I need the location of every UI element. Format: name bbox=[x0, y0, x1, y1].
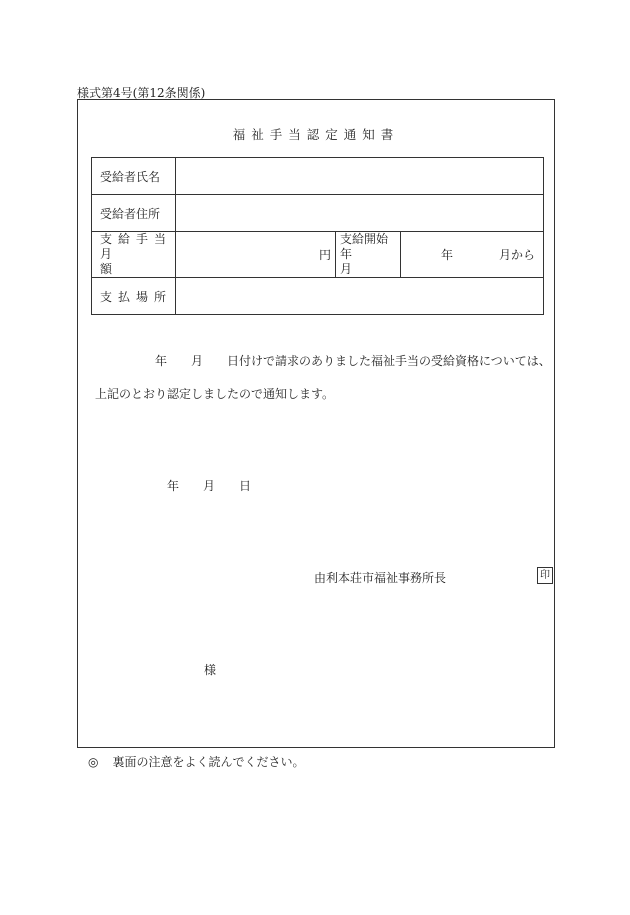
start-month-from: 月から bbox=[498, 248, 535, 262]
start-date-field[interactable] bbox=[401, 232, 544, 278]
allowance-label-line-1: 支給手当 bbox=[100, 232, 173, 246]
yen-unit: 円 bbox=[318, 248, 331, 262]
date-day: 日 bbox=[239, 479, 252, 493]
recipient-address-field[interactable] bbox=[176, 195, 544, 232]
date-month: 月 bbox=[203, 479, 216, 493]
document-title: 福祉手当認定通知書 bbox=[232, 127, 400, 142]
table-row bbox=[92, 278, 544, 315]
honorific: 様 bbox=[204, 663, 217, 677]
body-sentence-2: 上記のとおり認定しましたので通知します。 bbox=[95, 387, 335, 401]
start-year-unit: 年 bbox=[440, 248, 453, 262]
body-month: 月 bbox=[191, 354, 204, 368]
table-row bbox=[92, 232, 544, 278]
notice-frame bbox=[77, 99, 555, 748]
start-label-line-2: 年 月 bbox=[340, 247, 365, 276]
recipient-name-field[interactable] bbox=[176, 158, 544, 195]
table-row bbox=[92, 158, 544, 195]
info-table bbox=[91, 157, 544, 315]
payment-place-label-text: 支払場所 bbox=[100, 289, 173, 304]
office-name: 由利本荘市福祉事務所長 bbox=[314, 571, 447, 585]
notice-date bbox=[167, 477, 251, 494]
seal-stamp: 印 bbox=[537, 567, 553, 584]
body-year: 年 bbox=[155, 354, 168, 368]
recipient-name-label-text: 受給者氏名 bbox=[100, 169, 161, 184]
note bbox=[88, 753, 305, 770]
payment-place-label bbox=[92, 278, 176, 315]
date-year: 年 bbox=[167, 479, 180, 493]
note-mark: ◎ bbox=[88, 755, 99, 769]
start-label bbox=[336, 232, 401, 278]
allowance-amount-field[interactable] bbox=[176, 232, 336, 278]
body-sentence-1: 日付けで請求のありました福祉手当の受給資格については、 bbox=[227, 354, 551, 368]
start-label-line-1: 支給開始 bbox=[340, 232, 389, 246]
form-label: 様式第4号(第12条関係) bbox=[77, 86, 206, 100]
payment-place-field[interactable] bbox=[176, 278, 544, 315]
note-text: 裏面の注意をよく読んでください。 bbox=[112, 755, 305, 769]
body-line-1 bbox=[78, 352, 554, 369]
recipient-name-label bbox=[92, 158, 176, 195]
recipient-address-label bbox=[92, 195, 176, 232]
allowance-amount-label bbox=[92, 232, 176, 278]
table-row bbox=[92, 195, 544, 232]
recipient-address-label-text: 受給者住所 bbox=[100, 206, 161, 221]
allowance-label-line-2: 月 額 bbox=[100, 247, 131, 276]
